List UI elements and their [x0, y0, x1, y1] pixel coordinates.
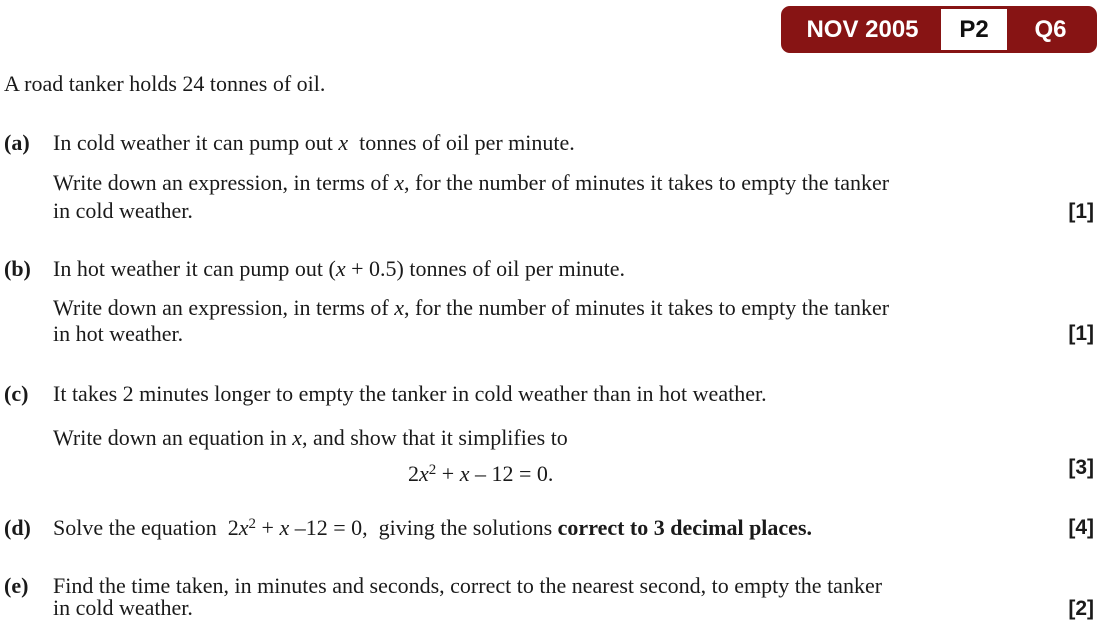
part-b-line-2	[53, 295, 889, 321]
part-d-run1: Solve the equation 2	[53, 515, 239, 540]
x-variable: x	[394, 170, 405, 195]
part-d-line-1	[53, 515, 812, 541]
part-b-line-1	[53, 256, 625, 282]
part-c-line-2	[53, 425, 568, 451]
part-a-line-2	[53, 170, 889, 196]
x-variable: x	[279, 515, 290, 540]
part-c-line2-run1: Write down an equation in	[53, 425, 293, 450]
part-c-line2-run2: , and show that it simplifies to	[301, 425, 568, 450]
part-e-label: (e)	[4, 573, 29, 598]
part-b-marks-badge: [1]	[1068, 322, 1094, 345]
part-b-line1-run1: In hot weather it can pump out (	[53, 256, 336, 281]
part-a-line-1	[53, 130, 575, 156]
part-c-marks-badge: [3]	[1068, 456, 1094, 479]
part-d-run3: –12 = 0, giving the solutions	[289, 515, 558, 540]
badge-question-label: Q6	[1034, 15, 1067, 43]
equation-run3: – 12 = 0.	[469, 461, 554, 486]
badge-session-label: NOV 2005	[806, 15, 919, 43]
equation-exponent: 2	[428, 462, 437, 478]
x-variable: x	[338, 130, 349, 155]
part-c-label: (c)	[4, 381, 29, 406]
equation-run2: +	[436, 461, 460, 486]
x-variable: x	[419, 461, 429, 486]
part-b-line2-run1: Write down an expression, in terms of	[53, 295, 395, 320]
equation-exponent: 2	[248, 516, 257, 532]
part-a-marks-badge: [1]	[1068, 200, 1094, 223]
part-a-line2-run2: , for the number of minutes it takes to empty the tanker	[404, 170, 890, 195]
part-e-line-2: in cold weather.	[53, 595, 193, 620]
part-e-marks-badge: [2]	[1068, 597, 1094, 620]
question-header-badge	[781, 6, 1097, 53]
badge-paper-label: P2	[941, 9, 1007, 50]
x-variable: x	[459, 461, 470, 486]
equation-coefficient: 2	[408, 461, 419, 486]
x-variable: x	[292, 425, 302, 450]
part-d-label: (d)	[4, 515, 31, 540]
part-d-bold-emphasis: correct to 3 decimal places.	[557, 515, 813, 540]
x-variable: x	[394, 295, 405, 320]
part-e-line-1: Find the time taken, in minutes and seconds, correct to the nearest second, to empty the tanker	[53, 573, 883, 598]
x-variable: x	[238, 515, 249, 540]
part-a-line-3: in cold weather.	[53, 198, 193, 223]
part-a-line1-run2: tonnes of oil per minute.	[348, 130, 575, 155]
part-b-line2-run2: , for the number of minutes it takes to empty the tanker	[404, 295, 890, 320]
part-a-line1-run1: In cold weather it can pump out	[53, 130, 339, 155]
x-variable: x	[335, 256, 346, 281]
part-a-line2-run1: Write down an expression, in terms of	[53, 170, 395, 195]
part-d-run2: +	[256, 515, 280, 540]
part-d-marks-badge: [4]	[1068, 516, 1094, 539]
part-c-equation	[408, 461, 553, 487]
part-b-label: (b)	[4, 256, 31, 281]
part-b-line1-run2: + 0.5) tonnes of oil per minute.	[345, 256, 626, 281]
part-c-line-1: It takes 2 minutes longer to empty the tanker in cold weather than in hot weather.	[53, 381, 767, 406]
part-a-label: (a)	[4, 130, 30, 155]
intro-text: A road tanker holds 24 tonnes of oil.	[4, 71, 326, 96]
part-b-line-3: in hot weather.	[53, 321, 184, 346]
